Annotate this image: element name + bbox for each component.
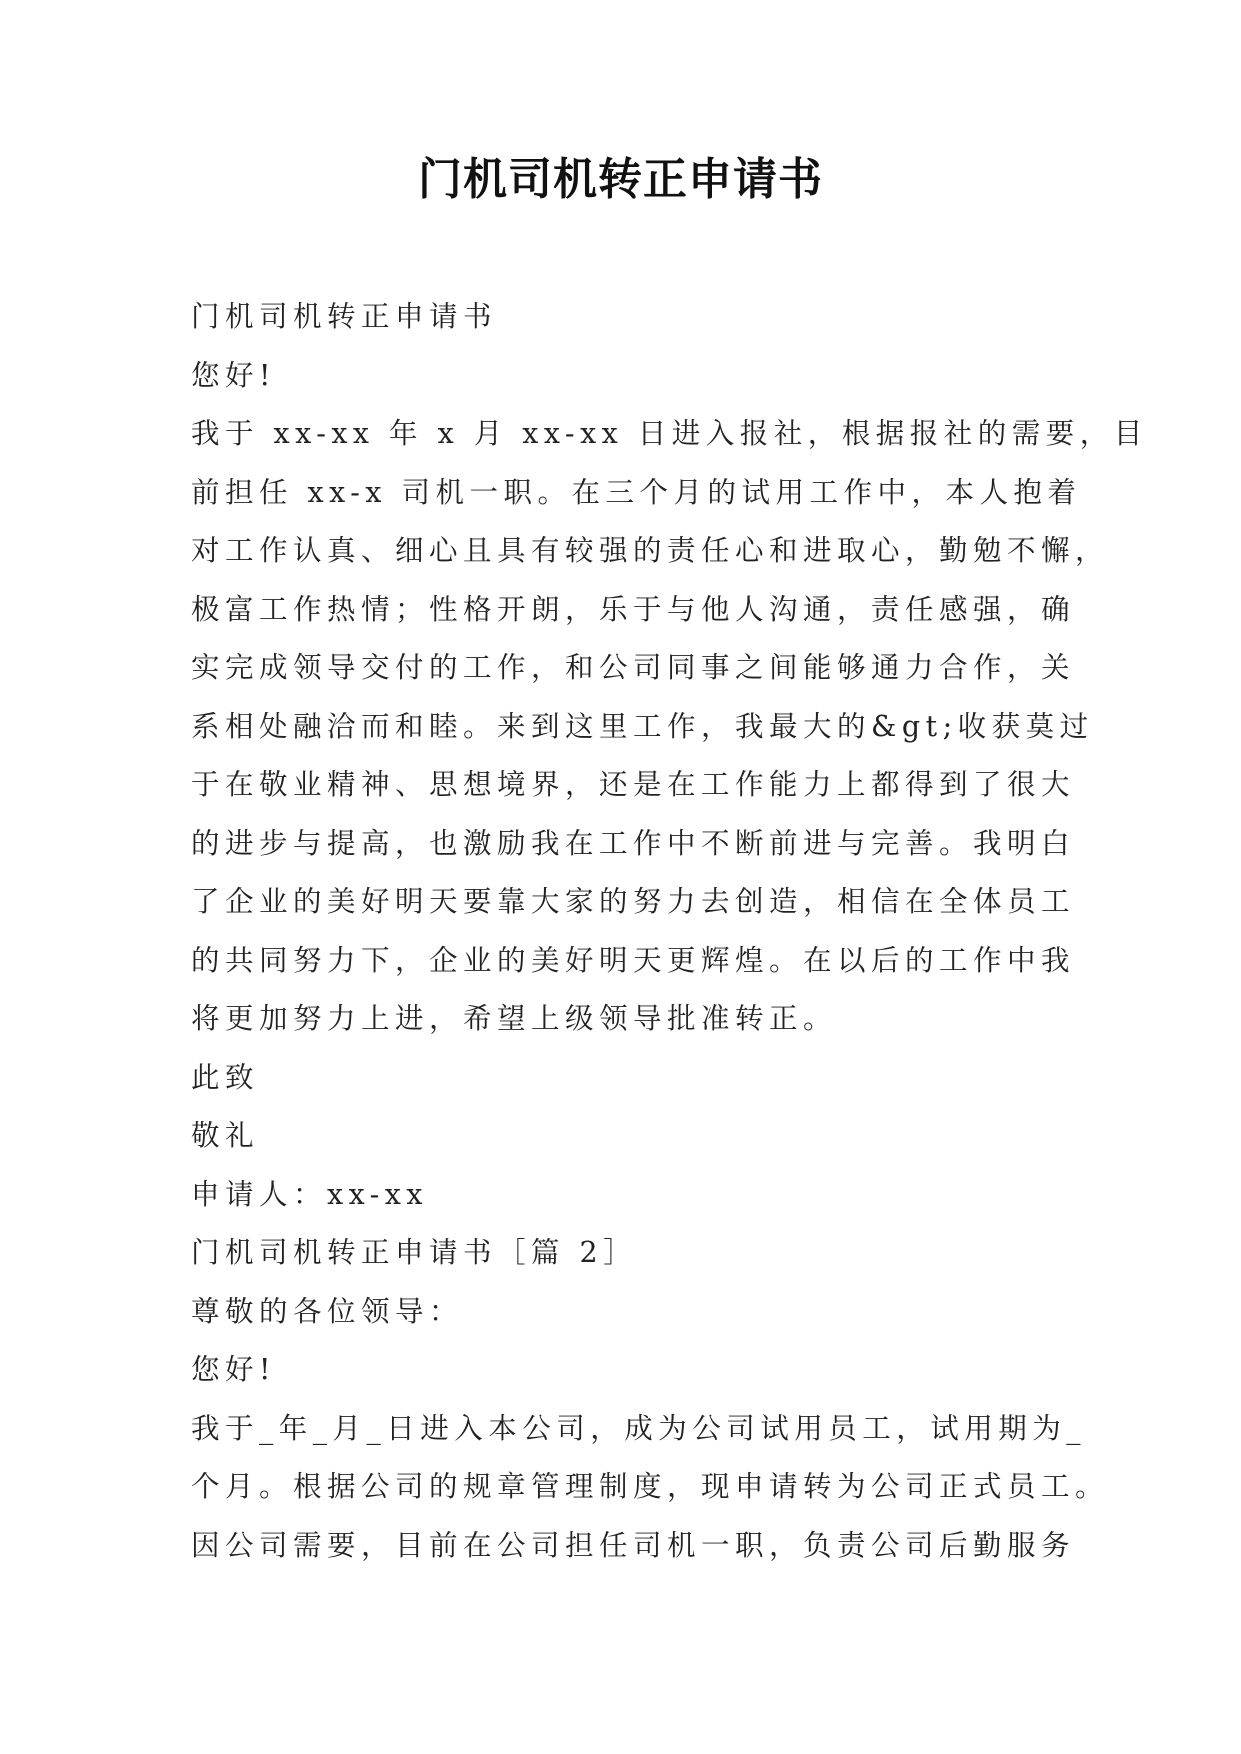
- body-line: 将更加努力上进，希望上级领导批准转正。: [191, 1002, 838, 1035]
- body-line: 对工作认真、细心且具有较强的责任心和进取心，勤勉不懈，: [191, 534, 1110, 567]
- body-line: 因公司需要，目前在公司担任司机一职，负责公司后勤服务: [191, 1528, 1076, 1562]
- body-line: 您好!: [191, 1353, 276, 1386]
- body-line: 实完成领导交付的工作，和公司同事之间能够通力合作，关: [191, 651, 1076, 684]
- body-line: 于在敬业精神、思想境界，还是在工作能力上都得到了很大: [191, 768, 1076, 801]
- body-line: 申请人：xx-xx: [191, 1177, 428, 1211]
- body-line: 您好!: [191, 358, 276, 392]
- body-line: 尊敬的各位领导：: [191, 1294, 464, 1328]
- body-line: 的进步与提高，也激励我在工作中不断前进与完善。我明白: [191, 826, 1076, 860]
- body-line: 我于 xx-xx 年 x 月 xx-xx 日进入报社，根据报社的需要，目: [191, 417, 1148, 450]
- body-line: 系相处融洽而和睦。来到这里工作，我最大的&gt;收获莫过: [191, 709, 1094, 743]
- page-title: 门机司机转正申请书: [418, 154, 823, 205]
- document-body: [191, 288, 1148, 1575]
- body-line: 了企业的美好明天要靠大家的努力去创造，相信在全体员工: [191, 885, 1076, 918]
- body-line: 此致: [191, 1060, 260, 1094]
- body-line: 敬礼: [191, 1119, 260, 1152]
- body-line: 门机司机转正申请书: [191, 300, 498, 333]
- body-line: 的共同努力下，企业的美好明天更辉煌。在以后的工作中我: [191, 943, 1076, 977]
- body-line: 前担任 xx-x 司机一职。在三个月的试用工作中，本人抱着: [191, 475, 1082, 509]
- body-line: 门机司机转正申请书［篇 2］: [191, 1236, 638, 1269]
- body-line: 个月。根据公司的规章管理制度，现申请转为公司正式员工。: [191, 1470, 1110, 1503]
- body-line: 极富工作热情；性格开朗，乐于与他人沟通，责任感强，确: [191, 592, 1076, 626]
- body-line: 我于_年_月_日进入本公司，成为公司试用员工，试用期为_: [191, 1411, 1087, 1445]
